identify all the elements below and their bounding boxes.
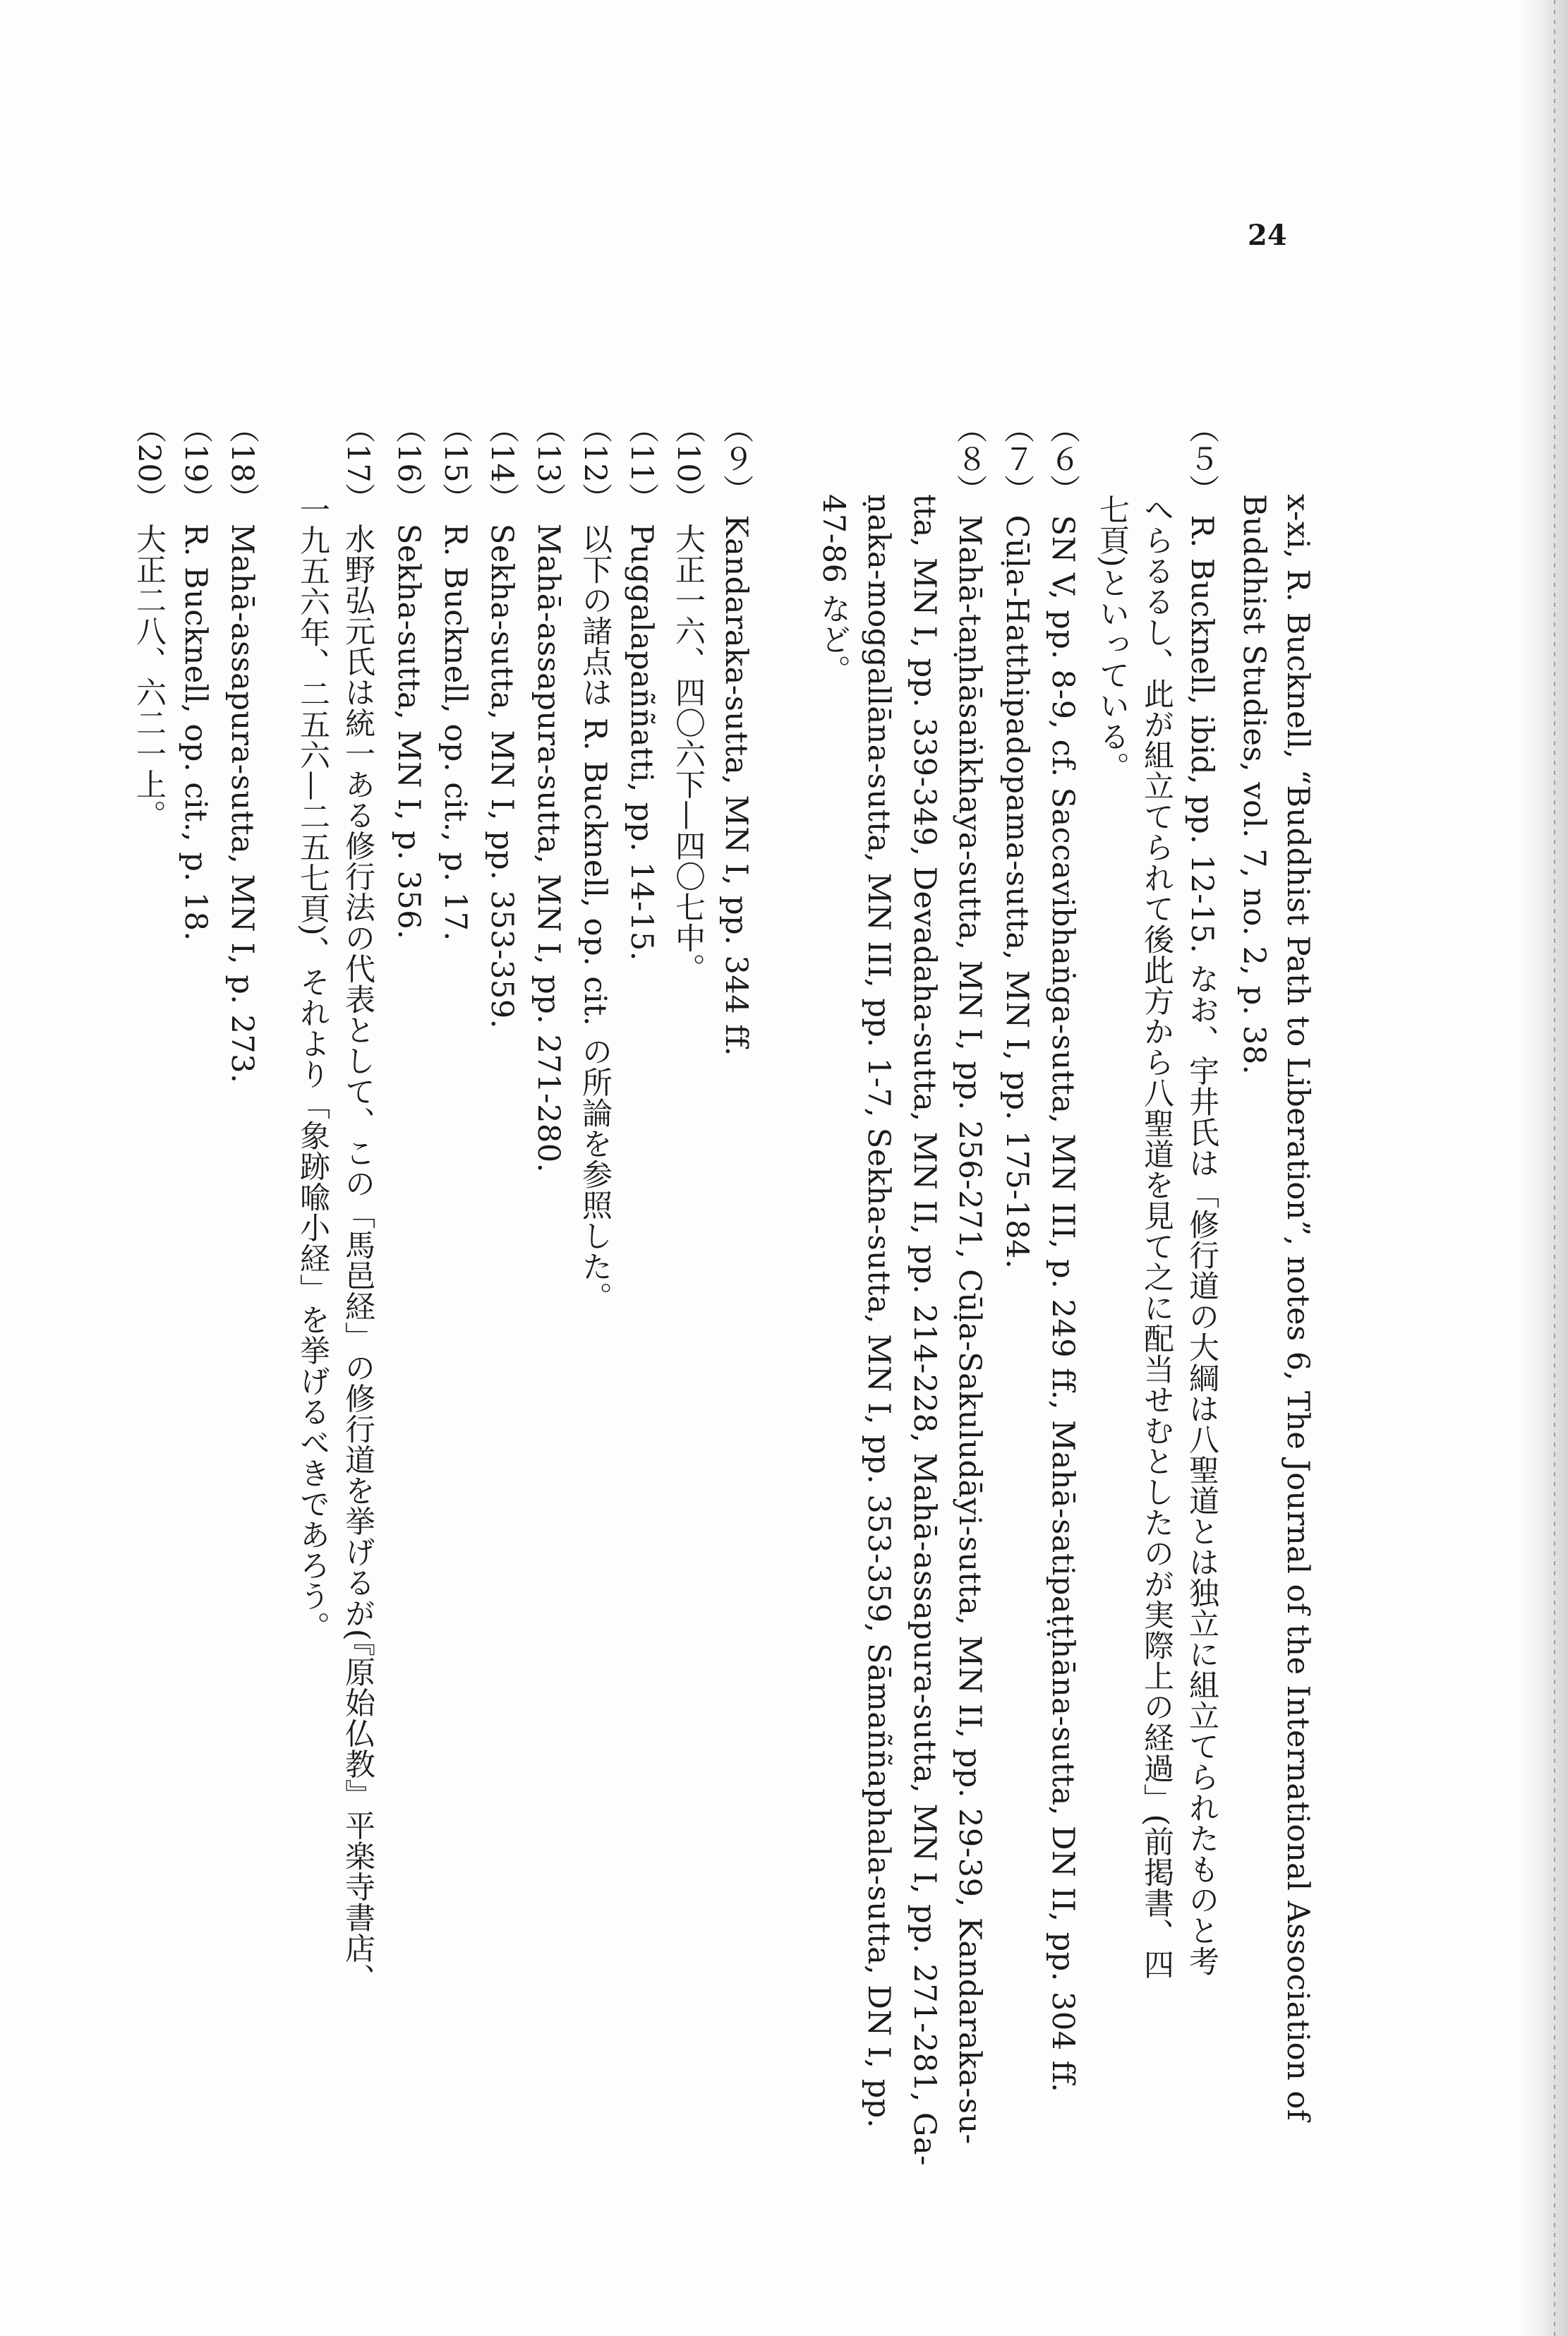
footnote-19: （19） R. Bucknell, op. cit., p. 18.	[178, 413, 213, 941]
footnote-11: （11） Puggalapaññatti, pp. 14-15.	[624, 413, 659, 961]
footnote-10: （10） 大正一六、四〇六下—四〇七中。	[670, 413, 706, 985]
footnote-7: （７） Cūḷa-Hatthipadopama-sutta, MN I, pp. 175-184.	[999, 413, 1035, 1270]
footnote-8: （８） Mahā-taṇhāsaṅkhaya-sutta, MN I, pp. 256-271, Cūḷa-Sakuludāyi-sutta, MN II, pp. 29-39, Kandaraka-su-	[952, 413, 987, 2145]
footnote-line: へらるるし、此が組立てられて後此方から八聖道を見て之に配当せむとしたのが実際上の経過」(前掲書、四	[1139, 494, 1174, 1980]
scan-edge-shadow	[1519, 0, 1568, 2336]
footnote-20: （20） 大正二八、六二一上。	[131, 413, 167, 831]
footnote-5: （５） R. Bucknell, ibid, pp. 12-15. なお、宇井氏は「修行道の大綱は八聖道とは独立に組立てられたものと考	[1184, 413, 1219, 1977]
footnote-12: （12） 以下の諸点は R. Bucknell, op. cit. の所論を参照した。	[577, 413, 613, 1313]
footnote-line: x-xi, R. Bucknell, “Buddhist Path to Liberation”, notes 6, The Journal of the International Association of	[1280, 494, 1315, 2121]
footnote-14: （14） Sekha-sutta, MN I, pp. 353-359.	[484, 413, 519, 1029]
footnote-6: （６） SN V, pp. 8-9, cf. Saccavibhaṅga-sutta, MN III, p. 249 ff., Mahā-satipaṭṭhāna-sutta, DN II, pp. 304 ff.	[1045, 413, 1080, 2093]
page-number: 24	[1248, 219, 1287, 252]
footnote-line: 一九五六年、二五六—二五七頁)、それより「象跡喩小経」を挙げるべきであろう。	[295, 494, 330, 1642]
footnote-line: ṇaka-moggallāna-sutta, MN III, pp. 1-7, Sekha-sutta, MN I, pp. 353-359, Sāmaññaphala-sutta, DN I, pp.	[861, 494, 896, 2129]
footnote-9: （９） Kandaraka-sutta, MN I, pp. 344 ff.	[718, 413, 754, 1056]
footnote-17: （17） 水野弘元氏は統一ある修行法の代表として、この「馬邑経」の修行道を挙げるが(『原始仏教』平楽寺書店、	[340, 413, 375, 1994]
footnote-line: tta, MN I, pp. 339-349, Devadaha-sutta, MN II, pp. 214-228, Mahā-assapura-sutta, MN I, pp. 271-281, Ga-	[907, 494, 942, 2167]
footnote-line: 七頁)といっている。	[1094, 494, 1130, 783]
footnote-line: Buddhist Studies, vol. 7, no. 2, p. 38.	[1236, 494, 1272, 1075]
footnote-18: （18） Mahā-assapura-sutta, MN I, p. 273.	[224, 413, 260, 1084]
footnote-line: 47-86 など。	[816, 494, 851, 686]
footnote-16: （16） Sekha-sutta, MN I, p. 356.	[391, 413, 426, 940]
footnote-13: （13） Mahā-assapura-sutta, MN I, pp. 271-280.	[531, 413, 566, 1173]
scan-edge-noise	[1554, 0, 1555, 2336]
footnote-15: （15） R. Bucknell, op. cit., p. 17.	[438, 413, 473, 941]
